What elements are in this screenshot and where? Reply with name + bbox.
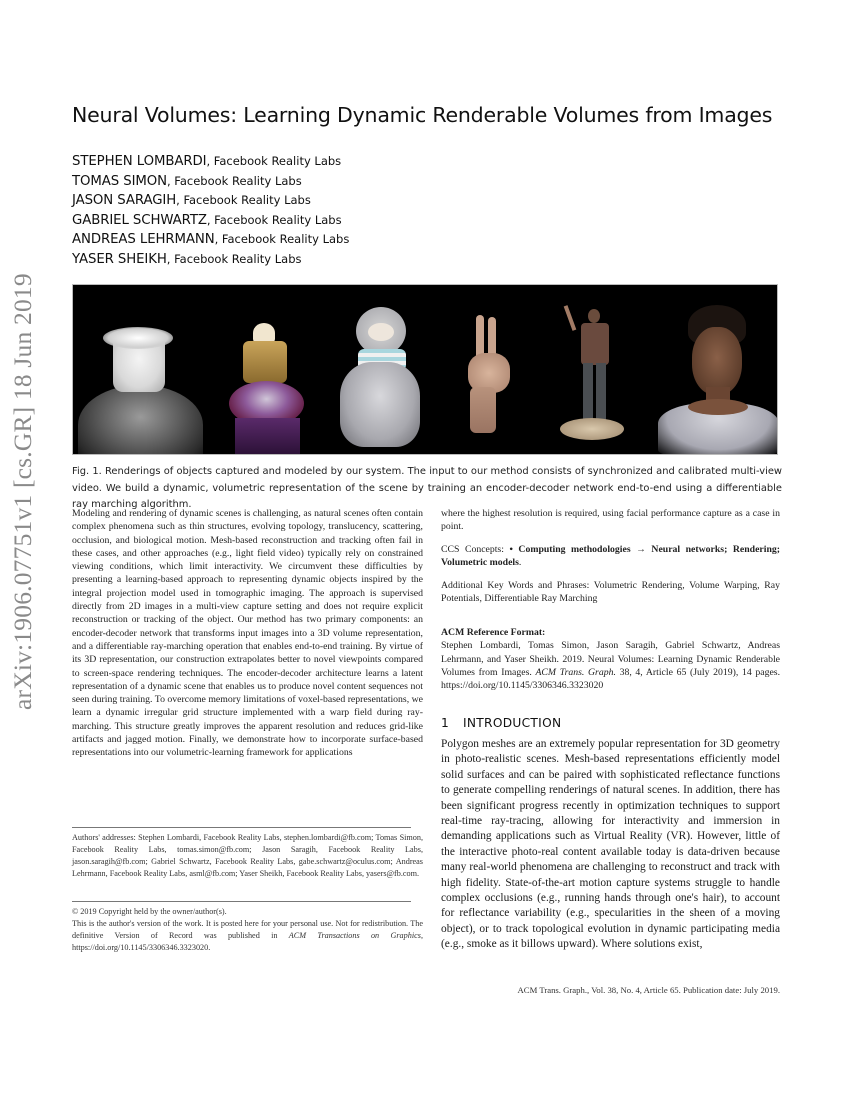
- ccs-volumetric: Volumetric models: [441, 557, 519, 569]
- arxiv-identifier: arXiv:1906.07751v1 [cs.GR] 18 Jun 2019: [8, 273, 37, 710]
- ccs-separator: ;: [776, 544, 780, 556]
- author-affiliation: , Facebook Reality Labs: [206, 212, 342, 227]
- acm-reference-heading: ACM Reference Format:: [441, 627, 546, 638]
- section-heading: [441, 716, 561, 730]
- copyright-doi: , https://doi.org/10.1145/3306346.3323020.: [72, 931, 423, 953]
- reference-details: 38, 4, Article 65 (July 2019), 14 pages. https://doi.org/10.1145/3306346.3323020: [441, 666, 781, 692]
- introduction-body: Polygon meshes are an extremely popular representation for 3D geometry in photo-realistic scenes. Mesh-based representations efficiently model solid surfaces and can be paired with sophisticated reflectance functions to generate compelling renderings of natural scenes. In addition, there has been significant progress recently in optimization techniques to support real-time ray-tracing, allowing for interactivity and immersion in demanding applications such as Virtual Reality (VR). However, little of the interactive photo-real content available today is data-driven because many real-world phenomena are challenging to reconstruct and track with high fidelity. State-of-the-art motion capture systems struggle to handle complex occlusions (e.g., running hands through one's hair), to account for reflectance variability (e.g., specularities in the sheen of a moving object), or to track topological evolution in dynamic participating media (e.g., smoke as it billows upward). Where solutions exist,: [441, 738, 780, 951]
- author-affiliation: , Facebook Reality Labs: [214, 232, 350, 246]
- author-name: ANDREAS LEHRMANN: [72, 232, 215, 247]
- running-footer: ACM Trans. Graph., Vol. 38, No. 4, Article 65. Publication date: July 2019.: [517, 985, 780, 995]
- paper-title: Neural Volumes: Learning Dynamic Renderable Volumes from Images: [72, 103, 773, 127]
- ccs-concepts: [441, 543, 780, 570]
- footnote-divider: [72, 901, 411, 902]
- footnote-divider: [72, 827, 411, 828]
- smoke-mug-rendering: [73, 325, 203, 455]
- abstract-right-column: [441, 507, 780, 615]
- acm-reference-format: [441, 626, 780, 692]
- copyright-notice: [72, 918, 423, 954]
- author-name: STEPHEN LOMBARDI: [72, 154, 207, 169]
- author-affiliation: , Facebook Reality Labs: [166, 173, 302, 188]
- author-entry: [72, 250, 349, 270]
- ccs-bullet: •: [509, 544, 519, 556]
- arxiv-stamp: [0, 0, 37, 710]
- author-list: [72, 152, 349, 269]
- author-name: GABRIEL SCHWARTZ: [72, 212, 207, 228]
- copyright-journal: ACM Transactions on Graphics: [288, 931, 421, 941]
- hand-rendering: [466, 315, 516, 435]
- author-entry: [72, 172, 349, 192]
- keywords-label: Additional Key Words and Phrases:: [441, 580, 594, 592]
- author-affiliation: , Facebook Reality Labs: [166, 251, 302, 266]
- ccs-label: CCS Concepts:: [441, 544, 510, 556]
- standing-person-rendering: [560, 305, 630, 455]
- author-entry: [72, 152, 349, 172]
- copyright-notice-text: This is the author's version of the work. It is posted here for your personal use. Not for redistribution. The definitive Version of Record was published in: [72, 919, 423, 941]
- author-name: JASON SARAGIH: [72, 193, 177, 208]
- ccs-separator: ;: [724, 544, 733, 556]
- face-portrait-rendering: [658, 305, 778, 455]
- abstract-left-column: Modeling and rendering of dynamic scenes is challenging, as natural scenes often contain complex phenomena such as thin structures, evolving topology, translucency, scattering, occlusion, and biological motion. Mesh-based reconstruction and tracking often fail in these cases, and other approaches (e.g., light field video) typically rely on constrained viewing conditions, which limit interactivity. We circumvent these difficulties by presenting a learning-based approach to representing dynamic objects inspired by the integral projection model used in tomographic imaging. The approach is supervised directly from 2D images in a multi-view capture setting and does not require explicit reconstruction or tracking of the object. Our method has two primary components: an encoder-decoder network that transforms input images into a 3D volume representation, and a differentiable ray-marching operation that enables end-to-end training. By virtue of its 3D representation, our construction extrapolates better to novel viewpoints compared to screen-space rendering techniques. The encoder-decoder architecture learns a latent representation of a dynamic scene that enables us to produce novel content sequences not seen during training. To overcome memory limitations of voxel-based representations, we learn a dynamic irregular grid structure implemented with a warp field during ray-marching. This structure greatly improves the apparent resolution and reduces grid-like artifacts and jagged motion. Finally, we demonstrate how to incorporate surface-based representations into our volumetric-learning framework for applications: [72, 508, 423, 759]
- keywords-text: Volumetric Rendering, Volume Warping, Ray Potentials, Differentiable Ray Marching: [441, 580, 780, 605]
- author-addresses-footnote: Authors' addresses: Stephen Lombardi, Facebook Reality Labs, stephen.lombardi@fb.com; Tomas Simon, Facebook Reality Labs, tomas.simon@fb.com; Jason Saragih, Facebook Reality Labs, jason.saragih@fb.com; Gabriel Schwartz, Facebook Reality Labs, gabe.schwartz@oculus.com; Andreas Lehrmann, Facebook Reality Labs, asml@fb.com; Yaser Sheikh, Facebook Reality Labs, yasers@fb.com.: [72, 833, 423, 879]
- author-affiliation: , Facebook Reality Labs: [206, 154, 342, 168]
- author-affiliation: , Facebook Reality Labs: [176, 193, 311, 207]
- copyright-footnote: [72, 906, 423, 954]
- author-entry: [72, 211, 349, 231]
- ccs-primary: Computing methodologies → Neural networks: [518, 544, 725, 556]
- author-name: YASER SHEIKH: [72, 251, 167, 267]
- copyright-line: © 2019 Copyright held by the owner/author(s).: [72, 907, 227, 916]
- author-entry: [72, 191, 349, 211]
- ccs-end: .: [518, 557, 522, 569]
- plush-sloth-rendering: [328, 307, 428, 455]
- glass-lamp-rendering: [223, 323, 313, 455]
- keywords: [441, 579, 780, 606]
- figure-caption: Fig. 1. Renderings of objects captured and modeled by our system. The input to our method consists of synchronized and calibrated multi-view video. We build a dynamic, volumetric representation of the scene by training an encoder-decoder network end-to-end using a differentiable ray marching algorithm.: [72, 466, 782, 510]
- section-title: INTRODUCTION: [463, 716, 562, 730]
- ccs-rendering: Rendering: [732, 544, 777, 556]
- abstract-continuation: where the highest resolution is required, using facial performance capture as a case in point.: [441, 508, 780, 533]
- author-name: TOMAS SIMON: [72, 173, 167, 189]
- section-number: 1: [441, 716, 450, 730]
- acm-reference-text: [441, 639, 780, 692]
- reference-authors-title: Stephen Lombardi, Tomas Simon, Jason Saragih, Gabriel Schwartz, Andreas Lehrmann, and Yaser Sheikh. 2019. Neural Volumes: Learning Dynamic Renderable Volumes from Images.: [441, 640, 780, 678]
- reference-journal: ACM Trans. Graph.: [535, 666, 616, 678]
- author-entry: [72, 230, 349, 250]
- teaser-figure: [72, 284, 778, 455]
